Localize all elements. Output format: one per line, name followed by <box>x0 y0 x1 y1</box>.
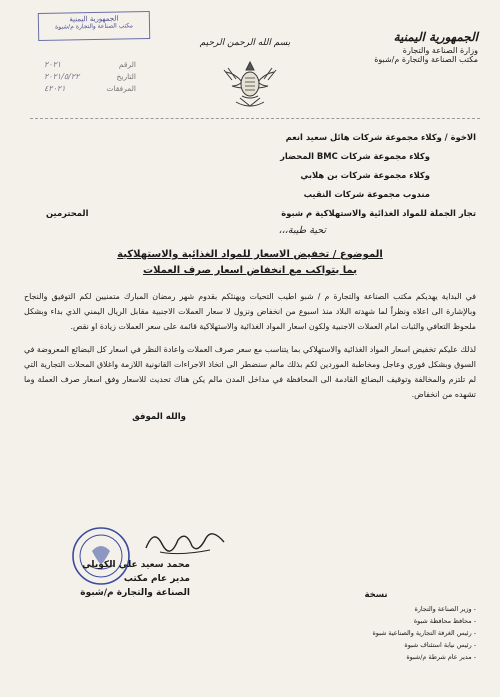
paragraph-1: في البداية يهديكم مكتب الصناعة والتجارة م / شبو اطيب التحيات ويهنئكم بقدوم شهر رمضان المبارك متمنيين لكم التوفيق والنجاح وبالإشارة الى اعلاه ونظراً لما شهدته البلاد منذ اسبوع من انخفاض ونزول لا سعار العملات الاجنبية مقابل الريال اليمني الذي بداء وبشكل ملحوظ التعافي والثبات امام العملات الاجنبية ولكون اسعار المواد الغذائية والاستهلاكية قائمة على سعر العملات زيادة او نقص. <box>24 292 476 331</box>
addressee-2: وكلاء مجموعة شركات BMC المحضار <box>280 151 430 161</box>
date-value: ٢٠٢١/٥/٢٢ <box>44 71 80 81</box>
copy-item: - وزير الصناعة والتجارة <box>414 605 476 613</box>
signature-block <box>30 536 190 600</box>
addressee-1: الاخوة / وكلاء مجموعة شركات هائل سعيد انعم <box>285 132 476 142</box>
copies-items <box>276 603 476 663</box>
subject-line-2: بما يتواكب مع انخفاض اسعار صرف العملات <box>143 265 357 276</box>
subject-line-1: الموضوع / تخفيض الاسعار للمواد الغذائية والاستهلاكية <box>117 249 383 260</box>
letterhead-right <box>328 30 478 64</box>
paragraph-2: لذلك عليكم تخفيض اسعار المواد الغذائية والاستهلاكي بما يتناسب مع سعر صرف العملات واعادة النظر في اسعار كل البضائع المعروضة في السوق وبشكل فوري وعاجل ومخاطبة الموردين لكم بذلك مالم سنضطر الى اتخاذ الاجراءات القانونية اللازمة واغلاق المحلات التجارية التي لم تلتزم والمخالفة وتوقيف البضائع القادمة الى المحافظة في مداخل المدن مالم يكن هناك تحديث للاسعار وفق اسعار صرف العملة وما تشهده من انخفاض. <box>24 345 476 399</box>
addressee-4: مندوب مجموعة شركات النقيب <box>303 189 430 199</box>
copies-list <box>276 590 476 663</box>
reference-block <box>44 58 136 94</box>
office-name: مكتب الصناعة والتجارة م/شبوة <box>374 55 478 64</box>
addressee-5: تجار الجملة للمواد الغذائية والاستهلاكية م شبوة <box>281 208 476 218</box>
yemen-eagle-emblem-icon <box>218 52 282 116</box>
attachments-value: ٤٢٠٢١ <box>44 83 66 93</box>
number-label: الرقم <box>118 59 136 69</box>
copy-item: - رئيس نيابة استئناف شبوة <box>404 641 476 649</box>
copy-item: - محافظ محافظة شبوة <box>413 617 476 625</box>
header-divider <box>30 118 480 119</box>
copy-item: - مدير عام شرطة م/شبوة <box>406 653 476 661</box>
attachments-label: المرفقات <box>106 83 136 93</box>
closing-phrase: والله الموفق <box>132 412 186 422</box>
copies-heading: نسخة <box>364 590 388 600</box>
republic-title: الجمهورية اليمنية <box>393 30 478 44</box>
reference-attachments-row <box>44 82 136 94</box>
addressee-5-row <box>24 204 476 223</box>
addressee-3: وكلاء مجموعة شركات بن هلابي <box>300 170 430 180</box>
date-label: التاريخ <box>116 71 136 81</box>
signatory-name: محمد سعيد علي الكويلي <box>82 560 190 570</box>
greeting: تحية طيبة،،، <box>278 225 326 236</box>
number-value: ٢٠٢١ <box>44 59 62 69</box>
letter-body <box>24 128 476 424</box>
ministry-name: وزارة الصناعة والتجارة <box>402 46 478 55</box>
basmala: بسم الله الرحمن الرحيم <box>199 38 291 48</box>
office-ink-stamp: الجمهورية اليمنية مكتب الصناعة والتجارة م/شبوة <box>38 11 150 41</box>
copy-item: - رئيس الغرفة التجارية والصناعية شبوة <box>372 629 476 637</box>
signatory-org: الصناعة والتجارة م/شبوة <box>80 588 190 598</box>
reference-number-row <box>44 58 136 70</box>
reference-date-row <box>44 70 136 82</box>
subject-block <box>24 247 476 279</box>
respected-label: المحترمين <box>46 208 89 218</box>
signatory-title: مدير عام مكتب <box>123 574 190 584</box>
